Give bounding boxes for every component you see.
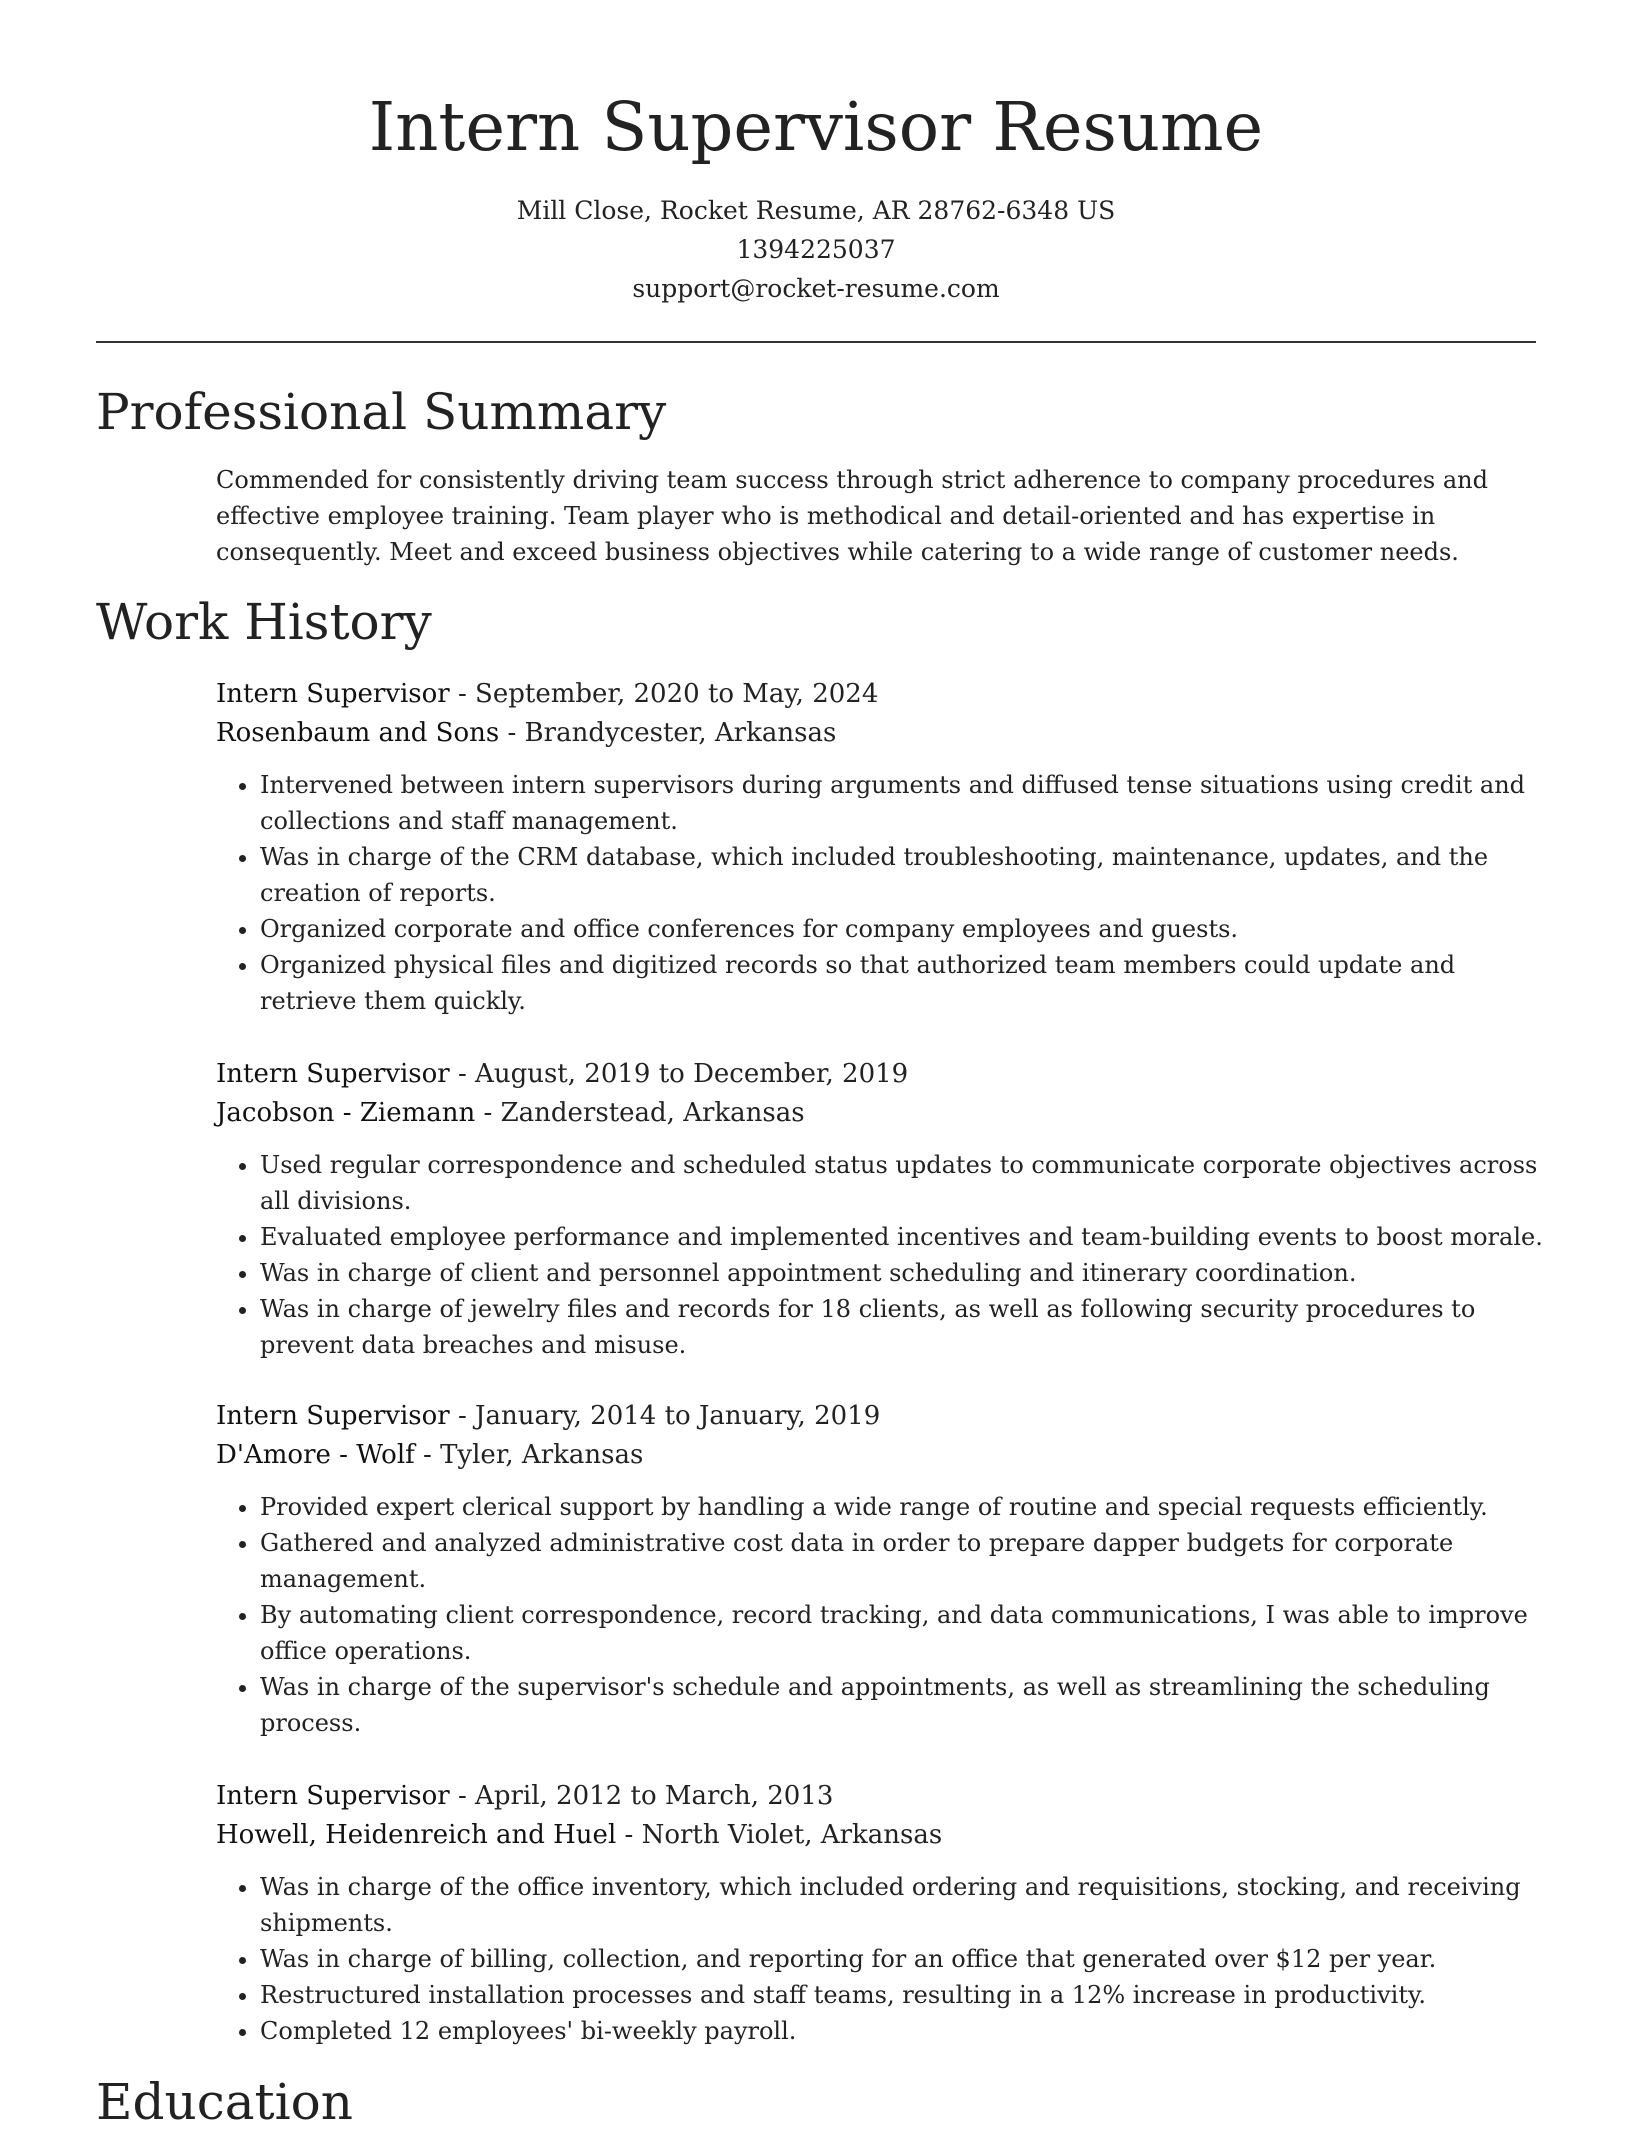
job-entry: [216, 1397, 1546, 1741]
job-company: Rosenbaum and Sons: [216, 718, 500, 748]
job-title-line: [216, 675, 1546, 714]
job-company-line: [216, 1816, 1546, 1855]
header-divider: [96, 341, 1536, 343]
resume-title: Intern Supervisor Resume: [368, 88, 1264, 166]
contact-block: [0, 191, 1632, 308]
summary-text: Commended for consistently driving team success through strict adherence to company procedures and effective employee training. Team player who is methodical and detail-oriented and has expertise in consequently. Meet and exceed business objectives while catering to a wide range of customer needs.: [216, 466, 1488, 566]
job-company: Howell, Heidenreich and Huel: [216, 1820, 617, 1850]
contact-phone: 1394225037: [736, 235, 896, 264]
job-title-line: [216, 1397, 1546, 1436]
job-dates: - April, 2012 to March, 2013: [449, 1781, 834, 1811]
job-dates: - January, 2014 to January, 2019: [449, 1401, 881, 1431]
job-bullet: • Provided expert clerical support by handling a wide range of routine and special requests efficiently.: [260, 1489, 1546, 1525]
job-bullet: • Used regular correspondence and scheduled status updates to communicate corporate objectives across all divisions.: [260, 1147, 1546, 1219]
job-company-line: [216, 714, 1546, 753]
contact-address: Mill Close, Rocket Resume, AR 28762-6348 US: [516, 196, 1116, 225]
summary-heading: Professional Summary: [96, 383, 667, 441]
job-bullets: [216, 1147, 1546, 1363]
job-location: - North Violet, Arkansas: [616, 1820, 943, 1850]
job-title-line: [216, 1055, 1546, 1094]
job-bullet: • Was in charge of the supervisor's schedule and appointments, as well as streamlining the scheduling process.: [260, 1669, 1546, 1741]
job-title: Intern Supervisor: [216, 1059, 450, 1089]
job-company-line: [216, 1094, 1546, 1133]
job-bullet: • Was in charge of billing, collection, and reporting for an office that generated over $12 per year.: [260, 1941, 1546, 1977]
job-bullet: • Organized corporate and office conferences for company employees and guests.: [260, 911, 1546, 947]
job-entry: [216, 1055, 1546, 1363]
job-bullet: • Organized physical files and digitized records so that authorized team members could update and retrieve them quickly.: [260, 947, 1546, 1019]
job-title: Intern Supervisor: [216, 679, 450, 709]
job-entry: [216, 1777, 1546, 2049]
contact-email: support@rocket-resume.com: [632, 274, 1000, 303]
job-location: - Brandycester, Arkansas: [499, 718, 837, 748]
job-location: - Zanderstead, Arkansas: [475, 1098, 805, 1128]
job-company: Jacobson - Ziemann: [216, 1098, 476, 1128]
job-bullet: • Completed 12 employees' bi-weekly payroll.: [260, 2013, 1546, 2049]
job-bullet: • Gathered and analyzed administrative cost data in order to prepare dapper budgets for corporate management.: [260, 1525, 1546, 1597]
job-title: Intern Supervisor: [216, 1401, 450, 1431]
job-title-line: [216, 1777, 1546, 1816]
job-bullet: • Evaluated employee performance and implemented incentives and team-building events to boost morale.: [260, 1219, 1546, 1255]
job-company-line: [216, 1436, 1546, 1475]
job-bullets: [216, 767, 1546, 1019]
job-bullet: • Was in charge of the CRM database, which included troubleshooting, maintenance, updates, and the creation of reports.: [260, 839, 1546, 911]
job-bullet: • Intervened between intern supervisors during arguments and diffused tense situations using credit and collections and staff management.: [260, 767, 1546, 839]
job-bullet: • Was in charge of client and personnel appointment scheduling and itinerary coordination.: [260, 1255, 1546, 1291]
work-history-heading: Work History: [96, 593, 432, 651]
job-bullet: • By automating client correspondence, record tracking, and data communications, I was able to improve office operations.: [260, 1597, 1546, 1669]
job-title: Intern Supervisor: [216, 1781, 450, 1811]
job-company: D'Amore - Wolf: [216, 1440, 415, 1470]
job-dates: - September, 2020 to May, 2024: [449, 679, 879, 709]
job-bullet: • Was in charge of the office inventory, which included ordering and requisitions, stocking, and receiving shipments.: [260, 1869, 1546, 1941]
education-heading: Education: [96, 2073, 353, 2131]
job-bullet: • Restructured installation processes and staff teams, resulting in a 12% increase in productivity.: [260, 1977, 1546, 2013]
job-bullet: • Was in charge of jewelry files and records for 18 clients, as well as following security procedures to prevent data breaches and misuse.: [260, 1291, 1546, 1363]
job-dates: - August, 2019 to December, 2019: [449, 1059, 909, 1089]
job-bullets: [216, 1489, 1546, 1741]
job-location: - Tyler, Arkansas: [414, 1440, 644, 1470]
job-entry: [216, 675, 1546, 1019]
job-bullets: [216, 1869, 1546, 2049]
